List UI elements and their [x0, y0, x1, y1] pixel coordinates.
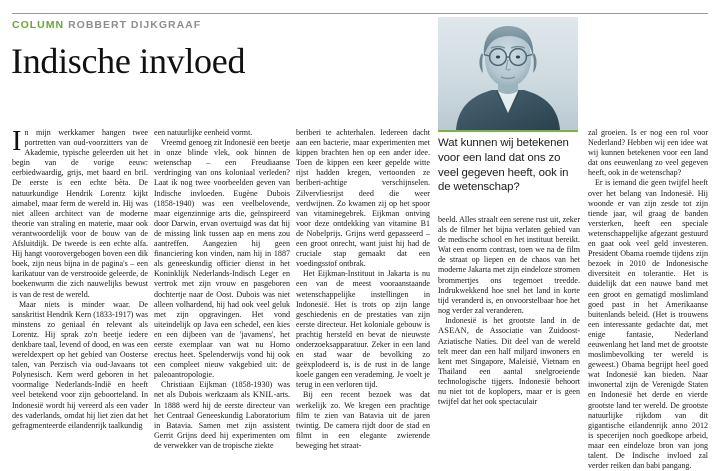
- text-column-3: [296, 128, 430, 451]
- paragraph-text-rest: -arts. In 1888 werd hij de eerste directeur van het Centraal Geneeskundig Laboratorium in Batavia. Samen met zijn assistent Gerrit Grijns deed hij experimenten om de verwekker van de tropische ziekte: [154, 390, 290, 451]
- pull-quote: Wat kunnen wij betekenen voor een land dat ons zo veel gegeven heeft, ook in de wetenschap?: [438, 137, 569, 194]
- paragraph: Vreemd genoeg zit Indonesië een beetje in onze blinde vlek, ook binnen de wetenschap – een Freudiaanse verdringing van ons koloniaal verleden? Laat ik nog twee voorbeelden geven van Indische invloeden. Eugène Dubois (1858-1940) was een veelbelovende, maar eigenzinnige arts die, geïnspireerd door Darwin, ervan overtuigd was dat hij de missing link tussen aap en mens zou aantreffen. Aangezien hij geen financiering kon vinden, nam hij in 1887 als geneeskundig officier dienst in het Koninklijk Nederlands-Indisch Leger en vertrok met zijn vrouw en pasgeboren dochtertje naar de Oost. Dubois was niet alleen volhardend, hij had ook veel geluk met zijn opgravingen. Het vond uiteindelijk op Java een schedel, een kies en een dijbeen van de 'javamens', het eerste exemplaar van wat nu Homo erectus heet. Spelenderwijs vond hij ook een compleet nieuw vakgebied uit: de paleoantropologie.: [154, 138, 290, 380]
- paragraph: beriberi te achterhalen. Iedereen dacht aan een bacterie, maar experimenten met kippen brachten hen op een ander idee. Toen de kippen een keer gepelde witte rijst hadden kregen, vertoonden ze beriberi-achtige verschijnselen. Zilvervliesrijst deed die weer verdwijnen. Zo kwamen zij op het spoor van vitaminegebrek. Eijkman ontving voor deze ontdekking van vitamine B1 de Nobelprijs. Grijns werd gepasseerd – een groot onrecht, want juist hij had de cruciale stap gemaakt dat een voedingsstof ontbrak.: [296, 128, 430, 269]
- paragraph: een natuurlijke eenheid vormt.: [154, 128, 253, 137]
- page-title: Indische invloed: [11, 41, 246, 81]
- text-column-5: [588, 128, 708, 471]
- header-rule: [12, 13, 708, 14]
- text-column-4: [438, 215, 580, 407]
- paragraph: Het Eijkman-Instituut in Jakarta is nu een van de meest vooraanstaande wetenschappelijke instellingen in Indonesië. Het is trots op zijn lange geschiedenis en de prestaties van zijn eerste directeur. Het koloniale gebouw is prachtig hersteld en bevat de nieuwste onderzoeksapparatuur. Zeker in een land en stad waar de bevolking zo geëxplodeerd is, is de rust in de lange koele gangen een verademing. Je voelt je terug in een verloren tijd.: [296, 269, 430, 390]
- columnist-portrait: [438, 17, 578, 130]
- paragraph: Er is iemand die geen twijfel heeft over het belang van Indonesië. Hij woonde er van zijn zesde tot zijn tiende jaar, wil graag de banden versterken, heeft een speciale wetenschappelijke afgezant gestuurd en gaat ook veel geld investeren. President Obama roemde tijdens zijn bezoek in 2010 de Indonesische diversiteit en tolerantie. Het is duidelijk dat een nauwe band met een groot en gematigd moslimland goed past in het Amerikaanse buitenlands beleid. (Het is trouwens een interessante gedachte dat, met enige fantasie, Nederland eeuwenlang het land met de grootste moslimbevolking ter wereld is geweest.) Obama begrijpt heel goed wat Indonesië kan bieden. Naar inwonertal zijn de Verenigde Staten en Indonesië het derde en vierde grootste land ter wereld. De grootste natuurlijke rijkdom van dit gigantische eilandenrijk anno 2012 is specerijen noch goedkope arbeid, maar een eindeloze bron van jong talent. De Indische invloed zal verder reiken dan babi pangang.: [588, 178, 708, 471]
- paragraph: zal groeien. Is er nog een rol voor Nederland? Hebben wij een idee wat wij kunnen betekenen voor een land dat ons eeuwenlang zo veel gegeven heeft, ook in de wetenschap?: [588, 128, 708, 178]
- text-column-2: [154, 128, 290, 451]
- abbreviation-knil: KNIL: [252, 390, 274, 400]
- paragraph-text: n mijn werkkamer hangen twee portretten van oud-voorzitters van de Akademie, typische geleerden uit het begin van de vorige eeuw: eerbiedwaardig, grijs, met baard en bril. De eerste is een echte bèta. De natuurkundige Hendrik Lorentz kijkt aimabel, maar ferm de wereld in. Hij was niet alleen architect van de moderne theorie van straling en materie, maar ook verantwoordelijk voor de bouw van de Afsluitdijk. De tweede is een echte alfa. Hij hangt voorovergebogen boven een dik boek, zijn neus bijna in de pagina's – een karikatuur van de verstrooide geleerde, de boekenwurm die zich nauwelijks bewust is van de rest de wereld.: [12, 128, 148, 299]
- paragraph: Bij een recent bezoek was dat werkelijk zo. We kregen een prachtige film te zien van Batavia uit de jaren twintig. De camera rijdt door de stad en filmt in een elegante zwierende beweging het straat-: [296, 390, 430, 450]
- paragraph-text-lead: Christiaan Eijkman (1858-1930) was net als Dubois werkzaam als: [154, 380, 290, 400]
- kicker-label: COLUMN: [12, 19, 65, 31]
- portrait-image: [438, 17, 578, 130]
- paragraph: [154, 380, 290, 451]
- paragraph: [12, 128, 148, 300]
- column-kicker: [12, 19, 201, 31]
- portrait-underline: [438, 130, 578, 132]
- paragraph-text-rest: , de Associatie van Zuidoost-Aziatische Naties. Dit deel van de wereld telt meer dan een half miljard inwoners en kent met Singapore, Maleisië, Vietnam en Thailand een aantal snelgroeiende technologische tijgers. Indonesië behoort nu niet tot de koplopers, maar er is geen twijfel dat het ook spectaculair: [438, 326, 580, 407]
- paragraph: [438, 316, 580, 407]
- column-author: ROBBERT DIJKGRAAF: [68, 19, 202, 31]
- text-column-1: [12, 128, 148, 431]
- paragraph: Maar niets is minder waar. De sanskritist Hendrik Kern (1833-1917) was minstens zo geniaal én relevant als Lorentz. Hij sprak zo'n beetje iedere denkbare taal, levend of dood, en was een wereldexpert op het gebied van Oosterse talen, van Perzisch via oud-Javaans tot Polynesisch. Kern werd geboren in het voormalige Nederlands-Indië en heeft veel betekend voor zijn geboorteland. In Indonesië wordt hij vereerd als een vader des vaderlands, omdat hij liet zien dat het gefragmenteerde eilandenrijk taalkundig: [12, 299, 148, 430]
- abbreviation-asean: ASEAN: [438, 326, 467, 336]
- paragraph-text-lead: Indonesië is het grootste land in de: [445, 315, 580, 325]
- drop-cap: I: [12, 126, 22, 157]
- paragraph: beeld. Alles straalt een serene rust uit, zeker als de filmer het bijna verlaten gebied van de medische school en het instituut bereikt. Wat een enorm contrast, toen we na de film de straat op liepen en de chaos van het moderne Jakarta met zijn eindeloze stromen brommertjes ons tegemoet treedde. Indrukwekkend hoe snel het land in korte tijd veranderd is, en onvoorstelbaar hoe het nog verder zal veranderen.: [438, 215, 580, 315]
